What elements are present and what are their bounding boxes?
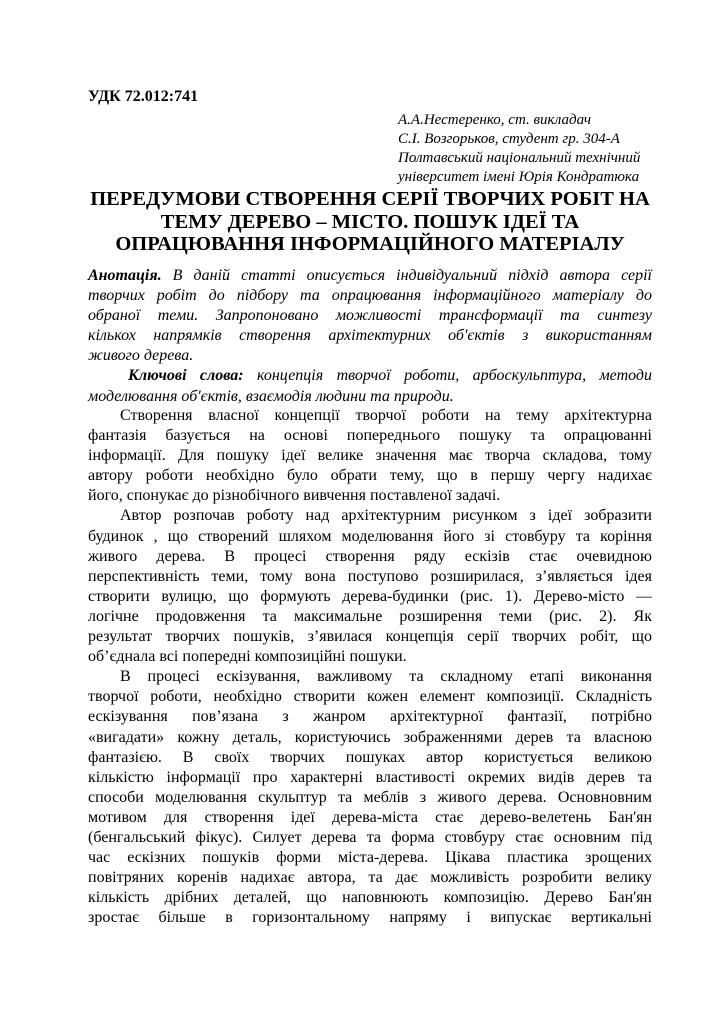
authors-block [398, 111, 640, 187]
paragraph-line [88, 748, 652, 768]
line-text: способи моделювання скульптур та меблів з живого дерева. Основновним [88, 788, 652, 806]
paragraph-line [88, 627, 652, 647]
label: Анотація. [88, 267, 162, 284]
line-text: перспективність теми, тому вона поступово розширилася, з’являється ідея [88, 567, 652, 585]
line-text: повітряних коренів надихає автора, та дає можливість розробити велику [88, 869, 652, 887]
paragraph-line [88, 547, 652, 567]
line-text: результат творчих пошуків, з’явилася концепція серії творчих робіт, що [88, 628, 652, 646]
paragraph-line [88, 848, 652, 868]
paragraph-line [88, 647, 652, 667]
line-text: живого дерева. [88, 347, 194, 365]
line-text: Автор розпочав роботу над архітектурним рисунком з ідеї зобразити [120, 507, 652, 525]
keywords-line [88, 366, 652, 386]
line-text: кількість дрібних деталей, що наповнюють композицію. Дерево Бан'ян [88, 889, 652, 907]
line-text: (бенгальський фікус). Силует дерева та форма стовбуру стає основним під [88, 828, 652, 846]
paragraph-line [88, 527, 652, 547]
title-line: ПЕРЕДУМОВИ СТВОРЕННЯ СЕРІЇ ТВОРЧИХ РОБІТ НА [90, 188, 650, 210]
paragraph-line [88, 607, 652, 627]
paragraph-line [88, 768, 652, 788]
line-text: фантазія базується на основі попереднього пошуку та опрацюванні [88, 427, 652, 445]
line-text: фантазією. В своїх творчих пошуках автор користується великою [88, 748, 652, 766]
line-text: будинок , що створений шляхом моделювання його зі стовбуру та коріння [88, 527, 652, 545]
abstract [88, 266, 652, 407]
line-text: живого дерева. В процесі створення ряду ескізів стає очевидною [88, 547, 652, 565]
line-text: В даній статті описується індивідуальний підхід автора серії [161, 267, 652, 284]
author-line: А.А.Нестеренко, ст. викладач [398, 112, 592, 128]
line-text: його, спонукає до різнобічного вивчення поставленої задачі. [88, 487, 501, 505]
paragraph-line [88, 426, 652, 446]
line-text: логічне продовження та максимальне розширення теми (рис. 2). Як [88, 607, 652, 625]
abstract-line [88, 266, 652, 286]
paragraph-line [88, 506, 652, 526]
paragraph-line [88, 466, 652, 486]
affiliation-line: університет імені Юрія Кондратюка [398, 169, 640, 185]
paragraph-line [88, 446, 652, 466]
line-text: В процесі ескізування, важливому та складному етапі виконання [120, 668, 652, 686]
line-text: творчої роботи, необхідно створити кожен елемент композиції. Складність [88, 688, 652, 706]
line-text: Створення власної концепції творчої роботи на тему архітектурна [120, 407, 652, 424]
abstract-line [88, 306, 652, 326]
line-text: ескізування пов’язана з жанром архітектурної фантазії, потрібно [88, 708, 652, 726]
paragraph-line [88, 587, 652, 607]
paragraph-line [88, 707, 652, 727]
article-title [60, 188, 680, 256]
paragraph-line [88, 486, 652, 506]
paragraph-line [88, 667, 652, 687]
line-text: концепція творчої роботи, арбоскульптура, методи [243, 367, 653, 385]
line-text: мотивом для створення ідеї дерева-міста стає дерево-велетень Бан'ян [88, 808, 652, 826]
article-body [88, 406, 652, 928]
paragraph-line [88, 406, 652, 426]
paragraph-line [88, 808, 652, 828]
abstract-line [88, 286, 652, 306]
line-text: час ескізних пошуків форми міста-дерева. Цікава пластика зрощених [88, 849, 652, 867]
paragraph-line [88, 868, 652, 888]
abstract-line [88, 346, 652, 366]
abstract-line [88, 326, 652, 346]
line-text: обраної теми. Запропоновано можливості трансформації та синтезу [88, 307, 652, 325]
line-text: творчих робіт до підбору та опрацювання інформаційного матеріалу до [88, 287, 652, 305]
line-text: об’єднала всі попередні композиційні пошуки. [88, 648, 407, 666]
line-text: «вигадати» кожну деталь, користуючись зображеннями дерев та власною [88, 728, 652, 746]
paragraph-line [88, 788, 652, 808]
udc-code: УДК 72.012:741 [88, 88, 199, 105]
label: Ключові слова: [128, 367, 244, 385]
title-line: ОПРАЦЮВАННЯ ІНФОРМАЦІЙНОГО МАТЕРІАЛУ [115, 233, 625, 255]
paragraph-line [88, 687, 652, 707]
author-line: С.І. Возгорьков, студент гр. 304-А [398, 131, 620, 147]
affiliation-line: Полтавський національний технічний [398, 150, 641, 166]
line-text: моделювання об'єктів, взаємодія людини та природи. [88, 387, 454, 405]
paragraph-line [88, 828, 652, 848]
keywords-line [88, 387, 652, 407]
line-text: кількох напрямків створення архітектурних об'єктів з використанням [88, 327, 652, 345]
line-text: інформації. Для пошуку ідеї велике значення має творча складова, тому [88, 447, 652, 465]
line-text: зростає більше в горизонтальному напряму і випускає вертикальні [88, 909, 652, 927]
line-text: створити вулицю, що формують дерева-будинки (рис. 1). Дерево-місто — [88, 587, 652, 605]
line-text: кількістю інформації про характерні властивості окремих видів дерев та [88, 768, 652, 786]
paragraph-line [88, 908, 652, 928]
title-line: ТЕМУ ДЕРЕВО – МІСТО. ПОШУК ІДЕЇ ТА [160, 210, 580, 233]
line-text: автору роботи необхідно було обрати тему, що в першу чергу надихає [88, 467, 652, 485]
paragraph-line [88, 728, 652, 748]
paragraph-line [88, 567, 652, 587]
paragraph-line [88, 888, 652, 908]
